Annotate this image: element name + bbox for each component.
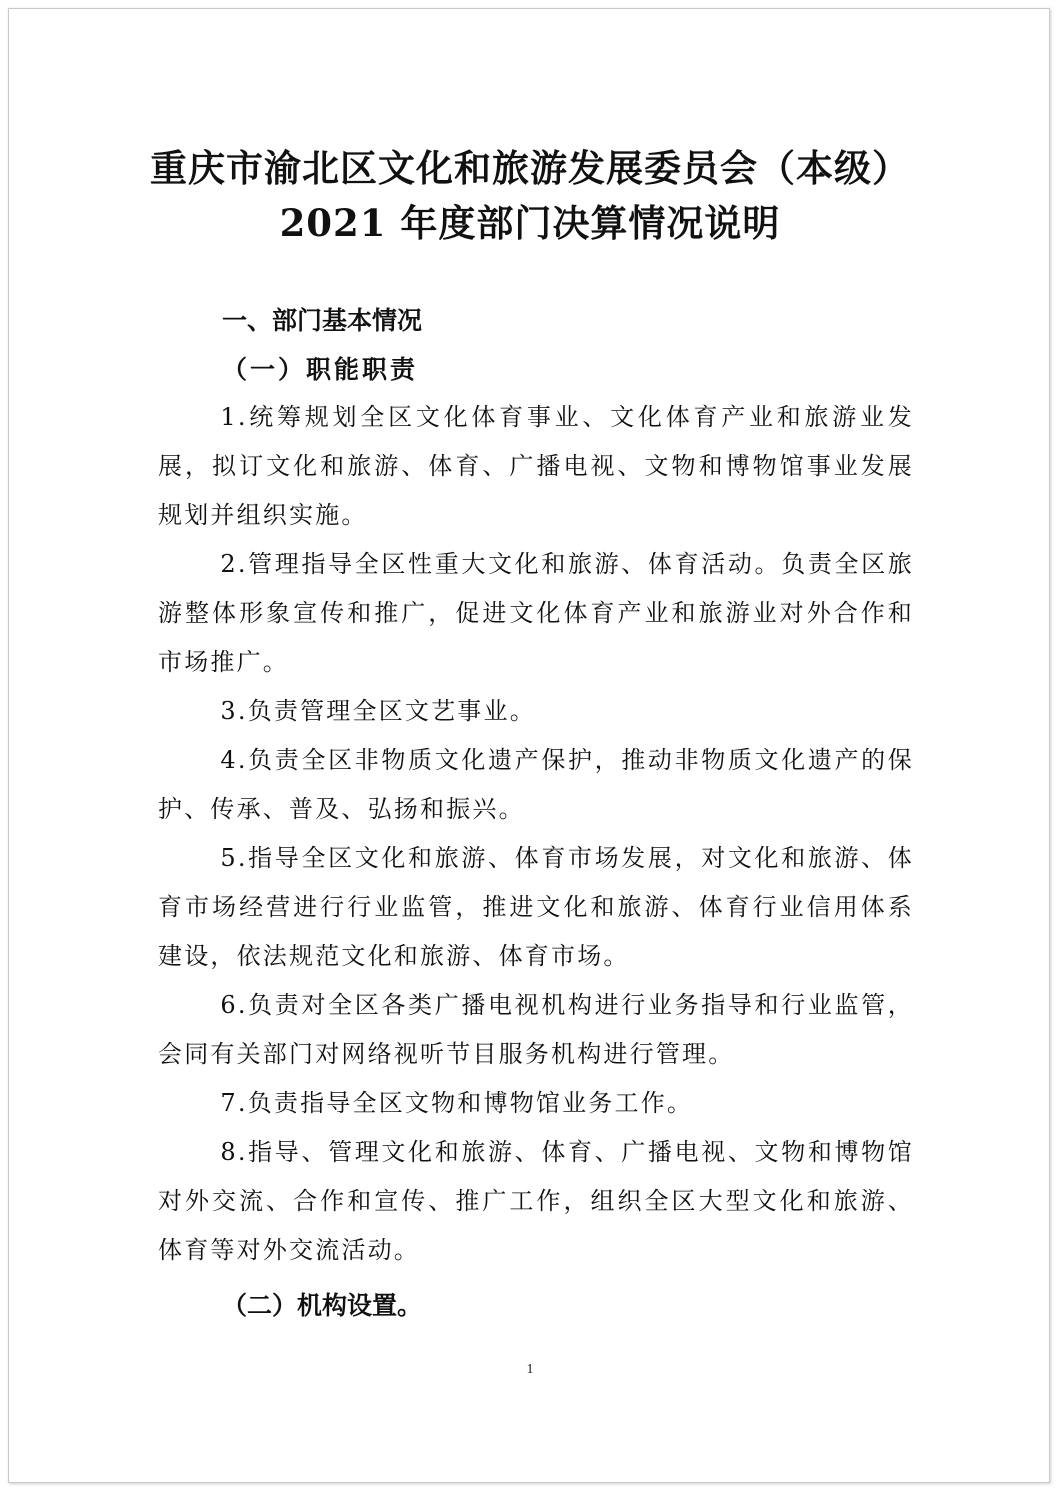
function-paragraph-1: 1.统筹规划全区文化体育事业、文化体育产业和旅游业发展，拟订文化和旅游、体育、广播电视、文物和博物馆事业发展规划并组织实施。 <box>158 403 914 529</box>
function-paragraph-4: 4.负责全区非物质文化遗产保护，推动非物质文化遗产的保护、传承、普及、弘扬和振兴。 <box>158 746 914 823</box>
function-paragraph-5: 5.指导全区文化和旅游、体育市场发展，对文化和旅游、体育市场经营进行行业监管，推进文化和旅游、体育行业信用体系建设，依法规范文化和旅游、体育市场。 <box>158 844 914 970</box>
document-title-line-2: 2021 年度部门决算情况说明 <box>279 201 781 245</box>
function-paragraph-8: 8.指导、管理文化和旅游、体育、广播电视、文物和博物馆对外交流、合作和宣传、推广工作，组织全区大型文化和旅游、体育等对外交流活动。 <box>158 1138 914 1264</box>
subsection-heading-functions: （一）职能职责 <box>222 355 419 384</box>
page-number: 1 <box>526 1362 534 1377</box>
subsection-heading-organization: （二）机构设置。 <box>222 1291 423 1320</box>
functions-list <box>158 393 914 1275</box>
function-paragraph-2: 2.管理指导全区性重大文化和旅游、体育活动。负责全区旅游整体形象宣传和推广，促进文化体育产业和旅游业对外合作和市场推广。 <box>158 550 914 676</box>
section-heading-basic-info: 一、部门基本情况 <box>222 306 423 335</box>
function-paragraph-3: 3.负责管理全区文艺事业。 <box>220 697 536 725</box>
document-title-line-1: 重庆市渝北区文化和旅游发展委员会（本级） <box>150 146 910 190</box>
function-paragraph-6: 6.负责对全区各类广播电视机构进行业务指导和行业监管，会同有关部门对网络视听节目服务机构进行管理。 <box>158 991 914 1068</box>
function-paragraph-7: 7.负责指导全区文物和博物馆业务工作。 <box>220 1089 694 1117</box>
